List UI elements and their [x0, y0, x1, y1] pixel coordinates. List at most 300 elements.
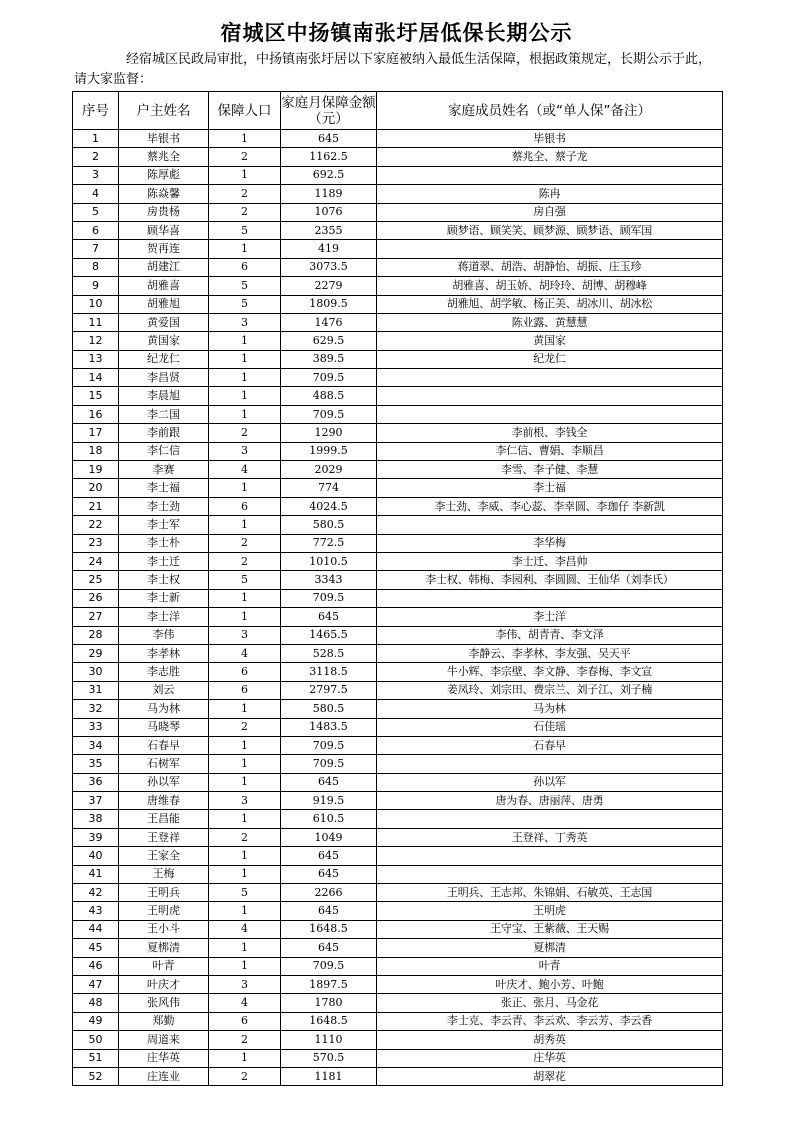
cell-no: 28 — [73, 626, 119, 644]
cell-amount: 2797.5 — [281, 681, 377, 699]
cell-no: 51 — [73, 1049, 119, 1067]
cell-amount: 709.5 — [281, 957, 377, 975]
cell-members: 庄华英 — [377, 1049, 723, 1067]
cell-no: 12 — [73, 332, 119, 350]
cell-persons: 2 — [209, 534, 281, 552]
table-row — [73, 1067, 723, 1085]
cell-head-name: 李仁信 — [119, 442, 209, 460]
cell-no: 16 — [73, 405, 119, 423]
cell-amount: 692.5 — [281, 166, 377, 184]
cell-head-name: 陈焱馨 — [119, 185, 209, 203]
cell-persons: 1 — [209, 479, 281, 497]
table-row — [73, 424, 723, 442]
cell-members: 王登祥、丁秀英 — [377, 828, 723, 846]
table-row — [73, 939, 723, 957]
cell-persons: 2 — [209, 828, 281, 846]
table-row — [73, 810, 723, 828]
table-row — [73, 240, 723, 258]
table-row — [73, 681, 723, 699]
cell-no: 22 — [73, 516, 119, 534]
cell-persons: 6 — [209, 258, 281, 276]
cell-head-name: 周道来 — [119, 1031, 209, 1049]
cell-members: 胡翠花 — [377, 1067, 723, 1085]
cell-head-name: 贺再连 — [119, 240, 209, 258]
table-row — [73, 369, 723, 387]
cell-amount: 1290 — [281, 424, 377, 442]
cell-persons: 3 — [209, 975, 281, 993]
table-row — [73, 608, 723, 626]
cell-no: 8 — [73, 258, 119, 276]
table-row — [73, 387, 723, 405]
cell-members — [377, 589, 723, 607]
cell-head-name: 叶青 — [119, 957, 209, 975]
cell-head-name: 孙以军 — [119, 773, 209, 791]
cell-head-name: 纪龙仁 — [119, 350, 209, 368]
cell-head-name: 李伟 — [119, 626, 209, 644]
cell-head-name: 唐维春 — [119, 792, 209, 810]
cell-persons: 5 — [209, 295, 281, 313]
cell-amount: 580.5 — [281, 700, 377, 718]
cell-head-name: 李士福 — [119, 479, 209, 497]
table-row — [73, 221, 723, 239]
cell-no: 15 — [73, 387, 119, 405]
cell-amount: 2029 — [281, 461, 377, 479]
cell-head-name: 顾华喜 — [119, 221, 209, 239]
cell-amount: 774 — [281, 479, 377, 497]
cell-amount: 1010.5 — [281, 552, 377, 570]
cell-no: 18 — [73, 442, 119, 460]
cell-members: 李伟、胡青青、李文泽 — [377, 626, 723, 644]
cell-head-name: 庄华英 — [119, 1049, 209, 1067]
cell-persons: 1 — [209, 736, 281, 754]
col-header-persons: 保障人口 — [209, 92, 281, 130]
table-row — [73, 626, 723, 644]
cell-persons: 1 — [209, 130, 281, 148]
cell-members: 李士克、李云青、李云欢、李云芳、李云香 — [377, 1012, 723, 1030]
cell-amount: 645 — [281, 939, 377, 957]
table-row — [73, 405, 723, 423]
cell-members — [377, 847, 723, 865]
table-row — [73, 295, 723, 313]
cell-amount: 709.5 — [281, 589, 377, 607]
table-row — [73, 258, 723, 276]
cell-members: 陈冉 — [377, 185, 723, 203]
cell-head-name: 马为林 — [119, 700, 209, 718]
cell-members: 牛小辉、李宗壁、李文静、李春梅、李文宣 — [377, 663, 723, 681]
cell-persons: 2 — [209, 1067, 281, 1085]
cell-amount: 2279 — [281, 277, 377, 295]
subsidy-table — [72, 91, 723, 1086]
cell-members: 陈业露、黄慧慧 — [377, 313, 723, 331]
cell-no: 31 — [73, 681, 119, 699]
cell-persons: 2 — [209, 718, 281, 736]
cell-persons: 5 — [209, 221, 281, 239]
cell-members — [377, 405, 723, 423]
cell-members: 王明虎 — [377, 902, 723, 920]
cell-members: 李雪、李子健、李慧 — [377, 461, 723, 479]
cell-members: 胡雅喜、胡玉娇、胡玲玲、胡博、胡穆峰 — [377, 277, 723, 295]
cell-no: 40 — [73, 847, 119, 865]
cell-persons: 3 — [209, 792, 281, 810]
col-header-head: 户主姓名 — [119, 92, 209, 130]
cell-members: 蔡兆全、蔡子龙 — [377, 148, 723, 166]
cell-amount: 645 — [281, 773, 377, 791]
cell-persons: 1 — [209, 902, 281, 920]
cell-members: 李仁信、曹娟、李顺昌 — [377, 442, 723, 460]
cell-persons: 1 — [209, 516, 281, 534]
cell-amount: 1476 — [281, 313, 377, 331]
cell-amount: 1483.5 — [281, 718, 377, 736]
cell-no: 25 — [73, 571, 119, 589]
cell-members: 李士迁、李昌帅 — [377, 552, 723, 570]
cell-head-name: 李晨旭 — [119, 387, 209, 405]
cell-members: 石佳瑶 — [377, 718, 723, 736]
cell-amount: 1809.5 — [281, 295, 377, 313]
table-row — [73, 516, 723, 534]
cell-members: 李静云、李孝林、李友强、吴天平 — [377, 644, 723, 662]
cell-persons: 4 — [209, 920, 281, 938]
cell-persons: 4 — [209, 644, 281, 662]
cell-members: 李华梅 — [377, 534, 723, 552]
cell-members: 李士劲、李威、李心蕊、李幸圆、李珈仔 李新凯 — [377, 497, 723, 515]
cell-head-name: 王小斗 — [119, 920, 209, 938]
cell-persons: 1 — [209, 865, 281, 883]
cell-head-name: 石树军 — [119, 755, 209, 773]
table-row — [73, 865, 723, 883]
table-row — [73, 718, 723, 736]
cell-no: 27 — [73, 608, 119, 626]
cell-head-name: 胡雅旭 — [119, 295, 209, 313]
cell-persons: 5 — [209, 277, 281, 295]
cell-persons: 4 — [209, 461, 281, 479]
table-row — [73, 1012, 723, 1030]
cell-head-name: 李士朴 — [119, 534, 209, 552]
cell-amount: 3118.5 — [281, 663, 377, 681]
cell-persons: 1 — [209, 755, 281, 773]
cell-no: 42 — [73, 884, 119, 902]
cell-no: 26 — [73, 589, 119, 607]
cell-no: 7 — [73, 240, 119, 258]
cell-no: 29 — [73, 644, 119, 662]
cell-no: 3 — [73, 166, 119, 184]
cell-members: 纪龙仁 — [377, 350, 723, 368]
cell-amount: 1049 — [281, 828, 377, 846]
table-row — [73, 277, 723, 295]
cell-members — [377, 369, 723, 387]
table-row — [73, 534, 723, 552]
cell-no: 21 — [73, 497, 119, 515]
cell-no: 34 — [73, 736, 119, 754]
table-row — [73, 1031, 723, 1049]
cell-head-name: 李士洋 — [119, 608, 209, 626]
cell-no: 2 — [73, 148, 119, 166]
cell-amount: 570.5 — [281, 1049, 377, 1067]
cell-head-name: 李士劲 — [119, 497, 209, 515]
cell-amount: 1897.5 — [281, 975, 377, 993]
cell-no: 47 — [73, 975, 119, 993]
cell-persons: 6 — [209, 663, 281, 681]
cell-no: 52 — [73, 1067, 119, 1085]
table-row — [73, 644, 723, 662]
cell-amount: 389.5 — [281, 350, 377, 368]
cell-members: 胡秀英 — [377, 1031, 723, 1049]
cell-amount: 1110 — [281, 1031, 377, 1049]
cell-amount: 645 — [281, 865, 377, 883]
cell-head-name: 黄国家 — [119, 332, 209, 350]
cell-no: 11 — [73, 313, 119, 331]
cell-persons: 2 — [209, 552, 281, 570]
cell-amount: 3343 — [281, 571, 377, 589]
cell-no: 44 — [73, 920, 119, 938]
cell-no: 35 — [73, 755, 119, 773]
cell-persons: 4 — [209, 994, 281, 1012]
cell-no: 45 — [73, 939, 119, 957]
cell-members: 叶青 — [377, 957, 723, 975]
table-row — [73, 479, 723, 497]
table-row — [73, 847, 723, 865]
table-row — [73, 884, 723, 902]
cell-persons: 1 — [209, 589, 281, 607]
cell-head-name: 石春早 — [119, 736, 209, 754]
cell-members — [377, 865, 723, 883]
cell-no: 39 — [73, 828, 119, 846]
cell-amount: 2266 — [281, 884, 377, 902]
cell-no: 30 — [73, 663, 119, 681]
cell-no: 50 — [73, 1031, 119, 1049]
cell-head-name: 李昌贤 — [119, 369, 209, 387]
cell-amount: 2355 — [281, 221, 377, 239]
table-row — [73, 975, 723, 993]
col-header-members: 家庭成员姓名（或“单人保”备注） — [377, 92, 723, 130]
table-row — [73, 571, 723, 589]
table-row — [73, 203, 723, 221]
table-row — [73, 589, 723, 607]
cell-members: 石春早 — [377, 736, 723, 754]
cell-no: 38 — [73, 810, 119, 828]
cell-no: 17 — [73, 424, 119, 442]
cell-amount: 709.5 — [281, 405, 377, 423]
cell-amount: 1465.5 — [281, 626, 377, 644]
cell-members: 王明兵、王志邦、朱锦娟、石敏英、王志国 — [377, 884, 723, 902]
cell-persons: 3 — [209, 626, 281, 644]
cell-head-name: 毕银书 — [119, 130, 209, 148]
cell-persons: 2 — [209, 1031, 281, 1049]
cell-head-name: 王明兵 — [119, 884, 209, 902]
cell-persons: 2 — [209, 148, 281, 166]
cell-members: 唐为春、唐丽萍、唐勇 — [377, 792, 723, 810]
cell-head-name: 房贵杨 — [119, 203, 209, 221]
cell-members — [377, 387, 723, 405]
cell-no: 24 — [73, 552, 119, 570]
cell-persons: 6 — [209, 681, 281, 699]
cell-persons: 1 — [209, 700, 281, 718]
cell-amount: 488.5 — [281, 387, 377, 405]
cell-members: 李士福 — [377, 479, 723, 497]
cell-head-name: 王登祥 — [119, 828, 209, 846]
cell-head-name: 李孝林 — [119, 644, 209, 662]
intro-paragraph: 经宿城区民政局审批，中扬镇南张圩居以下家庭被纳入最低生活保障，根据政策规定，长期公示于此，请大家监督： — [74, 52, 712, 87]
cell-no: 49 — [73, 1012, 119, 1030]
cell-head-name: 李志胜 — [119, 663, 209, 681]
cell-amount: 645 — [281, 608, 377, 626]
cell-head-name: 张风伟 — [119, 994, 209, 1012]
cell-head-name: 胡建江 — [119, 258, 209, 276]
cell-persons: 3 — [209, 313, 281, 331]
table-row — [73, 902, 723, 920]
table-header-row — [73, 92, 723, 130]
cell-persons: 6 — [209, 497, 281, 515]
cell-members: 马为林 — [377, 700, 723, 718]
cell-persons: 5 — [209, 571, 281, 589]
cell-no: 33 — [73, 718, 119, 736]
cell-amount: 645 — [281, 847, 377, 865]
cell-amount: 4024.5 — [281, 497, 377, 515]
cell-no: 46 — [73, 957, 119, 975]
table-row — [73, 185, 723, 203]
cell-amount: 645 — [281, 902, 377, 920]
col-header-amount: 家庭月保障金额（元） — [281, 92, 377, 130]
cell-no: 32 — [73, 700, 119, 718]
cell-amount: 1780 — [281, 994, 377, 1012]
cell-persons: 1 — [209, 369, 281, 387]
cell-members: 叶庆才、鲍小芳、叶鲍 — [377, 975, 723, 993]
cell-amount: 419 — [281, 240, 377, 258]
table-row — [73, 920, 723, 938]
cell-amount: 1189 — [281, 185, 377, 203]
cell-head-name: 夏梆清 — [119, 939, 209, 957]
cell-head-name: 陈厚彪 — [119, 166, 209, 184]
cell-head-name: 胡雅喜 — [119, 277, 209, 295]
cell-head-name: 黄爱国 — [119, 313, 209, 331]
cell-members: 姜凤玲、刘宗田、费宗兰、刘子江、刘子楠 — [377, 681, 723, 699]
cell-members — [377, 240, 723, 258]
cell-persons: 2 — [209, 203, 281, 221]
cell-persons: 2 — [209, 424, 281, 442]
table-row — [73, 442, 723, 460]
cell-amount: 709.5 — [281, 755, 377, 773]
cell-persons: 1 — [209, 240, 281, 258]
cell-amount: 580.5 — [281, 516, 377, 534]
table-row — [73, 350, 723, 368]
cell-members: 黄国家 — [377, 332, 723, 350]
table-row — [73, 313, 723, 331]
cell-members — [377, 516, 723, 534]
cell-amount: 1999.5 — [281, 442, 377, 460]
cell-persons: 1 — [209, 957, 281, 975]
cell-members: 王守宝、王紫薇、王天赐 — [377, 920, 723, 938]
table-row — [73, 166, 723, 184]
cell-members: 房自强 — [377, 203, 723, 221]
cell-persons: 1 — [209, 387, 281, 405]
table-row — [73, 663, 723, 681]
table-row — [73, 792, 723, 810]
cell-no: 10 — [73, 295, 119, 313]
cell-head-name: 王家全 — [119, 847, 209, 865]
cell-no: 37 — [73, 792, 119, 810]
cell-no: 13 — [73, 350, 119, 368]
cell-persons: 2 — [209, 185, 281, 203]
cell-head-name: 王梅 — [119, 865, 209, 883]
cell-members: 胡雅旭、胡学敏、杨正美、胡冰川、胡冰松 — [377, 295, 723, 313]
cell-amount: 919.5 — [281, 792, 377, 810]
cell-head-name: 蔡兆全 — [119, 148, 209, 166]
cell-no: 1 — [73, 130, 119, 148]
cell-no: 9 — [73, 277, 119, 295]
cell-amount: 528.5 — [281, 644, 377, 662]
cell-head-name: 王明虎 — [119, 902, 209, 920]
cell-amount: 1648.5 — [281, 920, 377, 938]
cell-members — [377, 755, 723, 773]
cell-amount: 1648.5 — [281, 1012, 377, 1030]
table-row — [73, 957, 723, 975]
cell-head-name: 李士迁 — [119, 552, 209, 570]
table-row — [73, 994, 723, 1012]
cell-head-name: 李前跟 — [119, 424, 209, 442]
cell-head-name: 庄连业 — [119, 1067, 209, 1085]
cell-members — [377, 810, 723, 828]
cell-head-name: 李士新 — [119, 589, 209, 607]
cell-amount: 772.5 — [281, 534, 377, 552]
cell-no: 19 — [73, 461, 119, 479]
cell-head-name: 刘云 — [119, 681, 209, 699]
cell-head-name: 叶庆才 — [119, 975, 209, 993]
cell-persons: 1 — [209, 608, 281, 626]
cell-persons: 1 — [209, 350, 281, 368]
cell-no: 20 — [73, 479, 119, 497]
cell-members: 李前根、李钱全 — [377, 424, 723, 442]
cell-amount: 610.5 — [281, 810, 377, 828]
cell-head-name: 李赛 — [119, 461, 209, 479]
cell-persons: 1 — [209, 1049, 281, 1067]
cell-amount: 645 — [281, 130, 377, 148]
cell-members: 李士权、韩梅、李园利、李圆圆、王仙华（刘李氏） — [377, 571, 723, 589]
cell-amount: 1181 — [281, 1067, 377, 1085]
col-header-no: 序号 — [73, 92, 119, 130]
cell-persons: 1 — [209, 773, 281, 791]
cell-persons: 3 — [209, 442, 281, 460]
table-row — [73, 700, 723, 718]
cell-amount: 709.5 — [281, 736, 377, 754]
table-row — [73, 828, 723, 846]
cell-persons: 1 — [209, 166, 281, 184]
cell-persons: 1 — [209, 332, 281, 350]
cell-members — [377, 166, 723, 184]
cell-no: 36 — [73, 773, 119, 791]
cell-persons: 1 — [209, 847, 281, 865]
cell-no: 43 — [73, 902, 119, 920]
cell-no: 6 — [73, 221, 119, 239]
table-body — [73, 130, 723, 1086]
table-row — [73, 552, 723, 570]
cell-members: 夏梆清 — [377, 939, 723, 957]
cell-members: 孙以军 — [377, 773, 723, 791]
cell-members: 顾梦语、顾笑笑、顾梦源、顾梦语、顾军国 — [377, 221, 723, 239]
cell-head-name: 李二国 — [119, 405, 209, 423]
table-row — [73, 736, 723, 754]
cell-amount: 629.5 — [281, 332, 377, 350]
table-row — [73, 755, 723, 773]
cell-head-name: 李士权 — [119, 571, 209, 589]
cell-amount: 1076 — [281, 203, 377, 221]
cell-head-name: 王昌能 — [119, 810, 209, 828]
cell-persons: 1 — [209, 939, 281, 957]
cell-head-name: 马晓琴 — [119, 718, 209, 736]
table-row — [73, 148, 723, 166]
cell-members: 张正、张月、马金花 — [377, 994, 723, 1012]
cell-members: 李士洋 — [377, 608, 723, 626]
cell-head-name: 李士军 — [119, 516, 209, 534]
table-row — [73, 130, 723, 148]
